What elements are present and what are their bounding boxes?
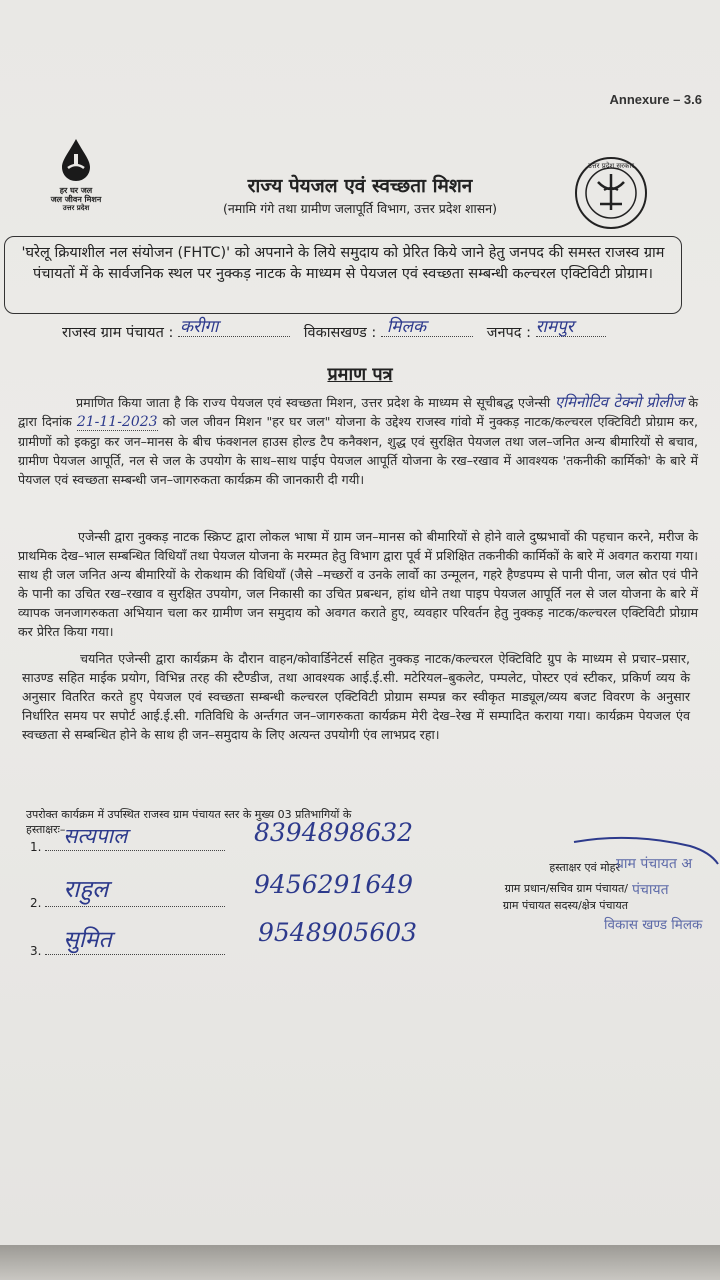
stamp-label-3: ग्राम पंचायत सदस्य/क्षेत्र पंचायत (502, 899, 628, 912)
participant-name-handwritten: राहुल (63, 875, 109, 903)
stamp-line-3: विकास खण्ड मिलक (604, 917, 703, 933)
paragraph-1-c: को जल जीवन मिशन "हर घर जल" योजना के उद्देश्य राजस्व गांवो में नुक्कड़ नाटक/कल्चरल एक्टिविटी प्रोग्राम कर, ग्रामीणों को इकट्ठा कर जन–मानस के बीच फंक्शनल हाउस होल्ड टैप कनैक्शन, शुद्ध एवं सुरक्षित पेयजल तथा जल–जनित अन्य बीमारियों से बचाव, ग्रामीण पेयजल आपूर्ति, नल से जल के उपयोग के साथ–साथ पाईप पेयजल आपूर्ति योजना के रख–रखाव में आवश्यक 'तकनीकी कार्मिको' के बारे में पेयजल एवं स्वच्छता सम्बन्धी जन–जागरुकता कार्यक्रम की जानकारी दी गयी। (18, 414, 698, 487)
block-field (381, 317, 473, 337)
table-surface (0, 1245, 720, 1280)
participant-number: 2. (30, 896, 42, 910)
participant-number: 3. (30, 944, 42, 958)
gram-panchayat-field (178, 317, 290, 337)
logo-line-3: उत्तर प्रदेश (62, 204, 90, 212)
participants-intro-text: उपरोक्त कार्यक्रम में उपस्थित राजस्व ग्राम पंचायत स्तर के मुख्य 03 प्रतिभागियों के (26, 808, 352, 821)
paragraph-3: चयनित एजेन्सी द्वारा कार्यक्रम के दौरान वाहन/कोवार्डिनेटर्स सहित नुक्कड़ नाटक/कल्चरल ऐक्टिविटि ग्रुप के माध्यम से प्रचार–प्रसार, साउण्ड सहित माईक प्रयोग, विभिन्न तरह की स्टैण्डीज, तथा आवश्यक आई.ई.सी. मटेरियल–बुकलेट, पम्पलेट, पोस्टर एवं स्टीकर, प्रकिर्ण व्यय के अनुसार वितरित करते हुए पेयजल एवं स्वच्छता सम्बन्धी कल्चरल एक्टिविटी प्रोग्राम सम्पन्न कर स्वीकृत माड्यूल/व्यय बजट विवरण के अनुसार निर्धारित समय पर सपोर्ट आई.ई.सी. गतिविधि के अर्न्तगत जन–जागरुकता कार्यक्रम मेरी देख–रेख में सम्पादित कराया गया। कार्यक्रम पेयजल एंव स्वच्छता से सम्बन्धित होने के साथ ही जन–समुदाय के लिए अत्यन्त उपयोगी एंव लाभप्रद रहा। (22, 651, 690, 742)
agency-name-handwritten-2: प्रोलीज (646, 393, 684, 411)
participant-phone-handwritten: 9548905603 (258, 918, 418, 947)
participant-row-2 (30, 875, 225, 910)
stamp-line-1: ग्राम पंचायत अ (616, 856, 693, 872)
block-value: मिलक (386, 317, 427, 337)
gram-panchayat-label: राजस्व ग्राम पंचायत : (62, 325, 174, 341)
participant-signature-field (45, 824, 225, 851)
page-subtitle: (नमामि गंगे तथा ग्रामीण जलापूर्ति विभाग, उत्तर प्रदेश शासन) (222, 201, 497, 216)
stamp-label-1: हस्ताक्षर एवं मोहर (549, 861, 620, 874)
gram-panchayat-value: करीगा (179, 317, 219, 337)
certificate-heading: प्रमाण पत्र (327, 364, 393, 385)
participant-row-3 (30, 927, 225, 958)
agency-name-handwritten: एमिनोटिव टेक्नो (554, 393, 642, 411)
signature-label: हस्ताक्षरः– (26, 823, 66, 836)
emblem-text: उत्तर प्रदेश सरकार (587, 162, 635, 170)
stamp-label-2: ग्राम प्रधान/सचिव ग्राम पंचायत/ (504, 882, 628, 895)
paragraph-1 (18, 393, 698, 489)
page-title: राज्य पेयजल एवं स्वच्छता मिशन (247, 175, 473, 197)
participant-number: 1. (30, 840, 42, 854)
stamp-line-2: पंचायत (632, 882, 669, 898)
participant-signature-field (45, 875, 225, 907)
participant-phone-handwritten: 8394898632 (254, 818, 414, 847)
location-fields (62, 317, 606, 342)
paragraph-1-b: के द्वारा दिनांक (18, 395, 699, 429)
participant-name-handwritten: सुमित (63, 927, 112, 953)
participant-name-handwritten: सत्यपाल (63, 824, 128, 848)
participant-phone-handwritten: 9456291649 (254, 870, 414, 899)
paragraph-1-a: प्रमाणित किया जाता है कि राज्य पेयजल एवं स्वच्छता मिशन, उत्तर प्रदेश के माध्यम से सूचीबद्ध एजेन्सी (76, 395, 551, 410)
district-field (535, 317, 606, 337)
participant-signature-field (45, 927, 225, 955)
district-value: रामपुर (535, 317, 574, 337)
program-date-handwritten: 21-11-2023 (76, 414, 158, 430)
district-label: जनपद : (486, 325, 531, 341)
logo-line-2: जल जीवन मिशन (50, 195, 102, 204)
program-description-box: 'घरेलू क्रियाशील नल संयोजन (FHTC)' को अपनाने के लिये समुदाय को प्रेरित किये जाने हेतु जनपद की समस्त राजस्व ग्राम पंचायतों में के सार्वजनिक स्थल पर नुक्कड़ नाटक के माध्यम से पेयजल एवं स्वच्छता सम्बन्धी कल्चरल एक्टिविटी प्रोग्राम। (4, 236, 682, 314)
paragraph-2: एजेन्सी द्वारा नुक्कड़ नाटक स्क्रिप्ट द्वारा लोकल भाषा में ग्राम जन–मानस को बीमारियों से होने वाले दुष्प्रभावों की पहचान करने, मरीज के प्राथमिक देख–भाल सम्बन्धित विधियाँ तथा पेयजल योजना के मरम्मत हेतु विभाग द्वारा पूर्व में प्रशिक्षित तकनीकी कार्मिकों के बारे में अवगत कराया गया। साथ ही जल जनित अन्य बीमारियों के रोकथाम की विधियाँ (जैसे –मच्छरों व उनके लार्वो का उन्मूलन, गहरे हैण्डपम्प से पानी पीना, जल स्रोत एवं पीने के पानी का उचित रख–रखाव व सुरक्षित उपयोग, जल निकासी का उचित प्रबन्धन, हांथ धोने तथा पाइप पेयजल आपूर्ति नल से जल योजना के बारे में व्यापक जनजागरुकता अभियान चला कर ग्रामीण जन समुदाय को अवगत कराते हुए, व्यवहार परिवर्तन हेतु नुक्कड़ नाटक/कल्चरल एक्टिविटी प्रोग्राम कर प्रेरित किया गया। (18, 529, 698, 639)
annexure-label: Annexure – 3.6 (609, 92, 702, 107)
block-label: विकासखण्ड : (303, 325, 377, 341)
logo-line-1: हर घर जल (59, 186, 93, 195)
